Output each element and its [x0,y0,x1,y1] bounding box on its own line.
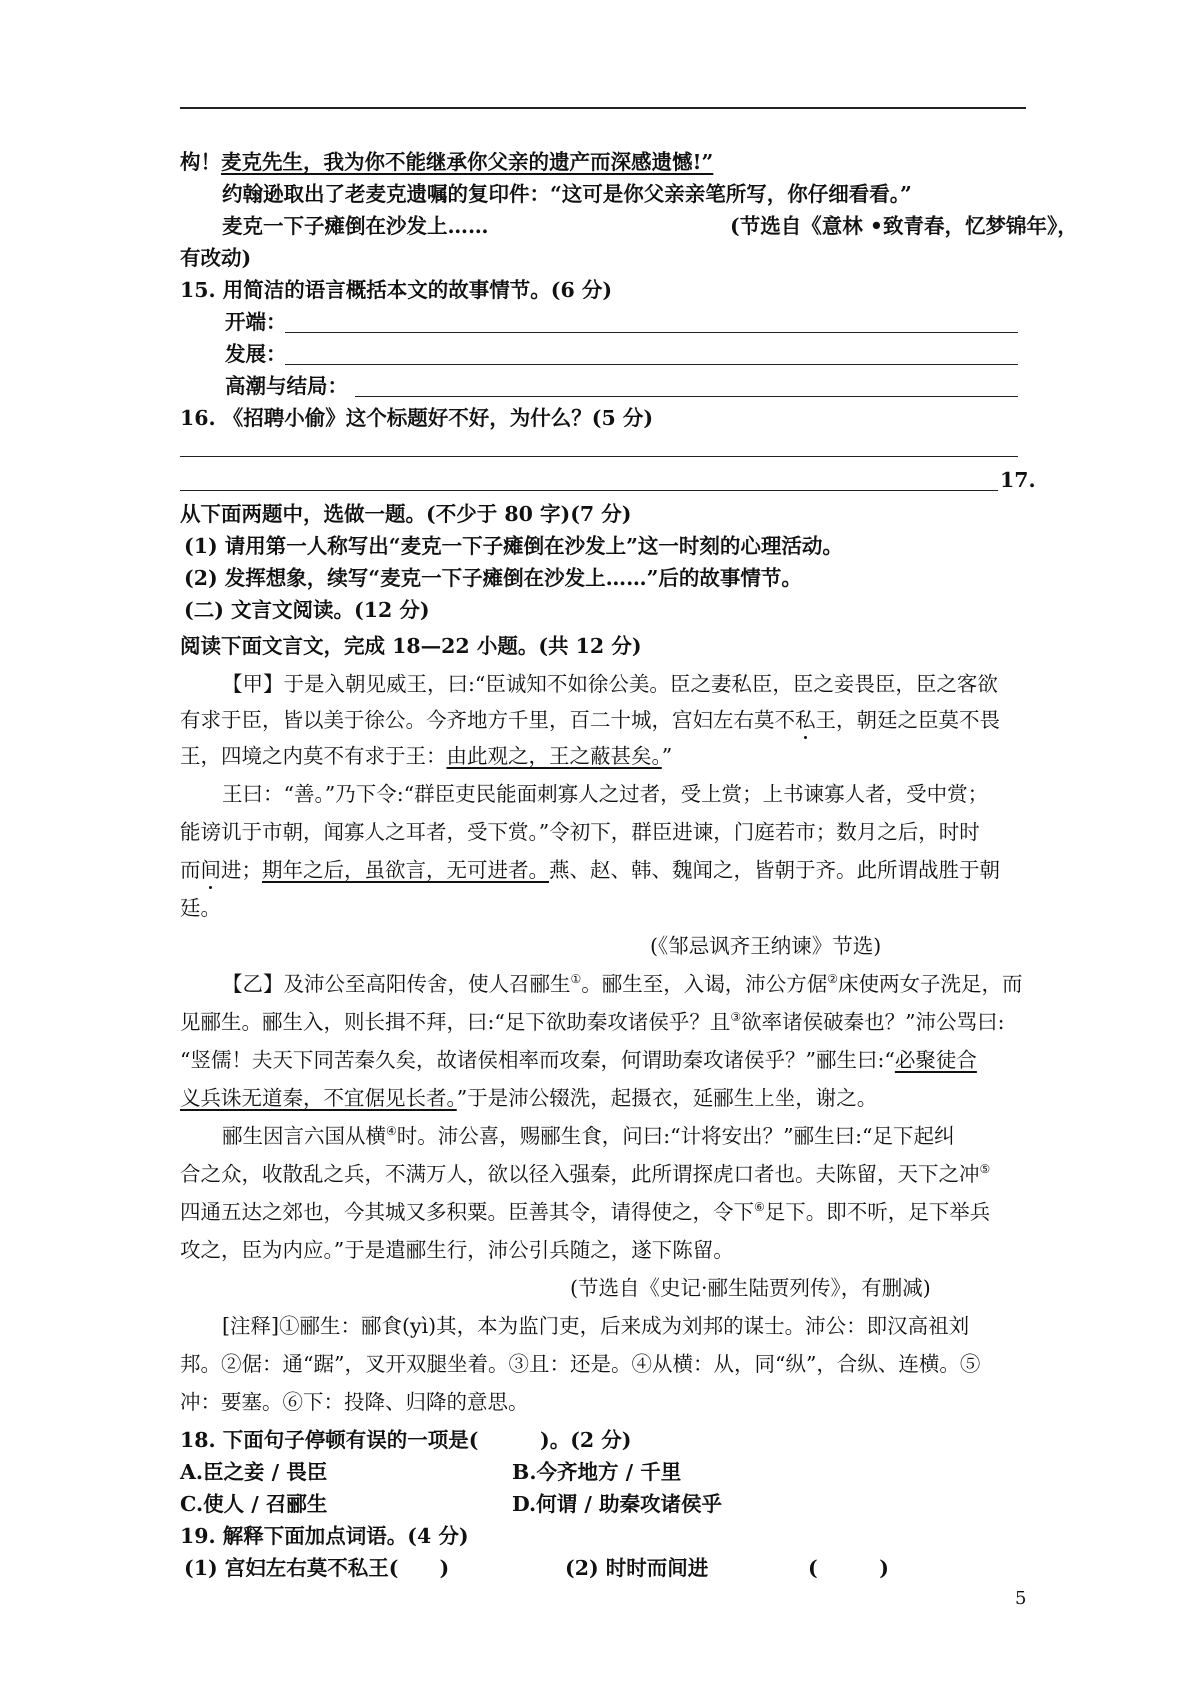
yi-text: 时。沛公喜，赐郦生食，问曰:“计将安出？”郦生曰:“足下起纠 [396,1124,955,1148]
jia-underlined-sentence-2: 期年之后，虽欲言，无可进者。 [262,858,549,882]
footnote-mark: ② [827,972,839,987]
yi-text: 合之众，收散乱之兵，不满万人，欲以径入强秦，此所谓探虎口者也。夫陈留，天下之冲 [180,1162,980,1186]
header-rule [180,107,1026,109]
yi-text: 四通五达之郊也，今其城又多积粟。臣善其令，请得使之，令下 [180,1200,754,1224]
jia-text: ” [661,744,673,768]
notes-line-1: [注释]①郦生：郦食(yì)其，本为监门吏，后来成为刘邦的谋士。沛公：即汉高祖刘 [222,1314,970,1338]
q18-title: 18. 下面句子停顿有误的一项是( )。(2 分) [180,1428,632,1452]
footnote-mark: ③ [730,1010,742,1025]
section2-intro: 阅读下面文言文，完成 18—22 小题。(共 12 分) [180,634,642,658]
q16-blank-2[interactable] [180,490,998,491]
q15-fazhan-blank[interactable] [285,364,1018,365]
yi-text: 欲率诸侯破秦也？”沛公骂曰: [741,1010,1005,1034]
yi-text: 郦生因言六国从横 [222,1124,386,1148]
page-number: 5 [1015,1588,1027,1609]
notes-line-2: 邦。②倨：通“踞”，叉开双腿坐着。③且：还是。④从横：从，同“纵”，合纵、连横。⑤ [180,1352,981,1376]
yi-para2-line-3 [180,1198,990,1226]
yi-text: ”于是沛公辍洗，起摄衣，延郦生上坐，谢之。 [456,1086,878,1110]
dotted-char-si: 私 [795,708,816,732]
q16-title: 16. 《招聘小偷》这个标题好不好，为什么？(5 分) [180,406,654,430]
story-line-1 [180,148,713,176]
jia-line-3 [180,742,672,770]
yi-underlined-sentence: 必聚徒合 [894,1048,977,1072]
yi-line-1 [222,970,1023,998]
story-line-3a: 麦克一下子瘫倒在沙发上…… [222,214,489,238]
dotted-char-jian: 间 [200,858,221,882]
footnote-mark: ① [570,972,582,987]
yi-para2-line-1 [222,1122,955,1150]
footnote-mark: ⑤ [979,1162,991,1177]
q17-number: 17. [1000,468,1036,492]
q18-option-b[interactable]: B.今齐地方 / 千里 [512,1460,682,1484]
story-line-4: 有改动) [180,246,252,270]
story-text: 构！ [180,150,221,174]
q17-title: 从下面两题中，选做一题。(不少于 80 字)(7 分) [180,502,632,526]
q17-option-2: (2) 发挥想象，续写“麦克一下子瘫倒在沙发上……”后的故事情节。 [184,566,802,590]
jia-para2-line-1: 王曰：“善。”乃下令:“群臣吏民能面刺寡人之过者，受上赏；上书谏寡人者，受中赏； [222,782,989,806]
q15-kaiduan-blank[interactable] [285,332,1018,333]
q15-gaochao-blank[interactable] [355,396,1018,397]
yi-source: (节选自《史记·郦生陆贾列传》，有删减) [570,1276,931,1300]
section2-title: (二) 文言文阅读。(12 分) [184,598,430,622]
jia-para2-line-2: 能谤讥于市朝，闻寡人之耳者，受下赏。”令初下，群臣进谏，门庭若市；数月之后，时时 [180,820,980,844]
q18-option-d[interactable]: D.何谓 / 助秦攻诸侯乎 [512,1492,722,1516]
jia-source: (《邹忌讽齐王纳谏》节选) [650,934,882,958]
footnote-mark: ⑥ [754,1200,765,1215]
yi-line-4 [180,1084,877,1112]
q19-item-2[interactable]: (2) 时时而间进 [565,1556,709,1580]
jia-para2-line-3: 而间进；期年之后，虽欲言，无可进者。燕、赵、韩、魏闻之，皆朝于齐。此所谓战胜于朝 [180,858,1000,882]
yi-line-2 [180,1008,1005,1036]
jia-para2-line-4: 廷。 [180,896,221,920]
jia-line-2: 有求于臣，皆以美于徐公。今齐地方千里，百二十城，宫妇左右莫不私王，朝廷之臣莫不畏 [180,708,1000,732]
yi-line-3 [180,1046,977,1074]
story-underlined-text: 麦克先生，我为你不能继承你父亲的遗产而深感遗憾!” [221,150,714,174]
footnote-mark: ④ [386,1124,397,1139]
yi-text: 【乙】及沛公至高阳传舍，使人召郦生 [222,972,571,996]
q19-item-1[interactable]: (1) 宫妇左右莫不私王( ) [184,1556,450,1580]
yi-text: 见郦生。郦生入，则长揖不拜，曰:“足下欲助秦攻诸侯乎？且 [180,1010,731,1034]
story-source: (节选自《意林 •致青春，忆梦锦年》， [730,214,1078,238]
q19-title: 19. 解释下面加点词语。(4 分) [180,1524,469,1548]
yi-underlined-sentence: 义兵诛无道秦，不宜倨见长者。 [180,1086,457,1110]
q16-blank-1[interactable] [180,456,1018,457]
yi-text: 。郦生至，入谒，沛公方倨 [581,972,828,996]
yi-text: 足下。即不听，足下举兵 [764,1200,991,1224]
jia-underlined-sentence-1: 由此观之，王之蔽甚矣。 [446,744,662,768]
q15-title: 15. 用简洁的语言概括本文的故事情节。(6 分) [180,278,613,302]
q17-option-1: (1) 请用第一人称写出“麦克一下子瘫倒在沙发上”这一时刻的心理活动。 [184,534,843,558]
q18-option-a[interactable]: A.臣之妾 / 畏臣 [180,1460,328,1484]
notes-line-3: 冲：要塞。⑥下：投降、归降的意思。 [180,1390,529,1414]
q18-option-c[interactable]: C.使人 / 召郦生 [180,1492,328,1516]
yi-text: 床使两女子洗足，而 [838,972,1023,996]
yi-para2-line-4: 攻之，臣为内应。”于是遣郦生行，沛公引兵随之，遂下陈留。 [180,1238,734,1262]
q15-fazhan-label: 发展： [225,342,287,366]
q19-item-2-blank[interactable]: ( ) [808,1556,889,1580]
q15-kaiduan-label: 开端： [225,310,287,334]
jia-line-1: 【甲】于是入朝见威王，曰:“臣诚知不如徐公美。臣之妻私臣，臣之妾畏臣，臣之客欲 [222,672,998,696]
yi-para2-line-2 [180,1160,990,1188]
yi-text: “竖儒！夫天下同苦秦久矣，故诸侯相率而攻秦，何谓助秦攻诸侯乎？”郦生曰:“ [180,1048,895,1072]
q15-gaochao-label: 高潮与结局： [225,374,348,398]
jia-text: 王，四境之内莫不有求于王： [180,744,447,768]
story-line-2: 约翰逊取出了老麦克遗嘱的复印件：“这可是你父亲亲笔所写，你仔细看看。” [222,182,912,206]
jia-text: 燕、赵、韩、魏闻之，皆朝于齐。此所谓战胜于朝 [549,858,1000,882]
